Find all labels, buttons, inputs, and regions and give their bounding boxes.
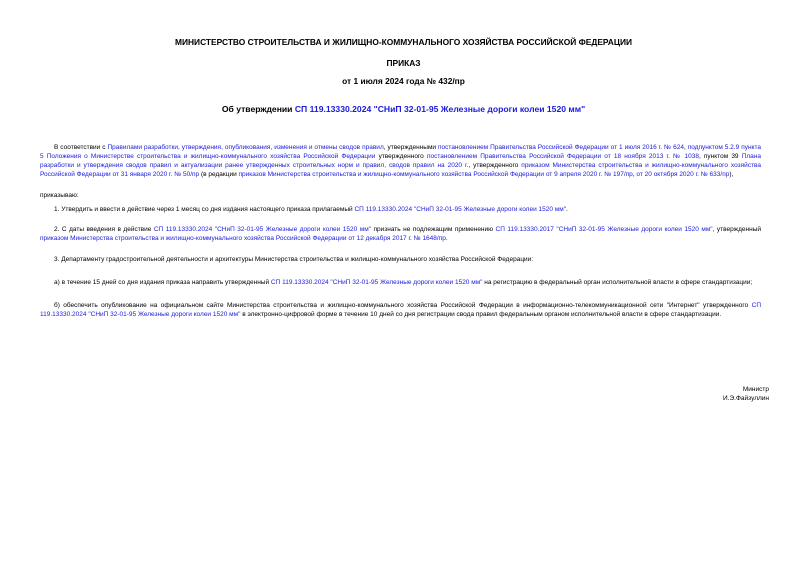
item-text: . bbox=[445, 235, 448, 243]
order-date-number: от 1 июля 2024 года № 432/пр bbox=[342, 76, 465, 86]
preamble-text: ), bbox=[729, 170, 734, 178]
rules-link[interactable]: Правилами разработки, утверждения, опубликования, изменения и отмены сводов правил bbox=[107, 144, 384, 151]
regulation-clause-link[interactable]: подпунктом 5.2.9 пункта 5 Положения о Министерстве строительства и жилищно-коммунального хозяйства Российской Федерации bbox=[40, 144, 761, 160]
resolution-624-link[interactable]: постановлением Правительства Российской Федерации от 1 июля 2016 г. № 624 bbox=[438, 144, 684, 151]
item-2 bbox=[40, 226, 761, 244]
order-1648-link[interactable]: приказом Министерства строительства и жилищно-коммунального хозяйства Российской Федерации от 12 декабря 2017 г. № 1648/пр bbox=[40, 235, 446, 243]
item-text: на регистрацию в федеральный орган исполнительной власти в сфере стандартизации; bbox=[482, 279, 753, 287]
item-3: 3. Департаменту градостроительной деятельности и архитектуры Министерства строительства и жилищно-коммунального хозяйства Российской Федерации: bbox=[54, 256, 534, 264]
signatory-role: Министр bbox=[742, 386, 769, 393]
plan-2020-link[interactable]: Плана разработки и утверждения сводов правил и актуализации ранее утвержденных строительных норм и правил, сводов правил на 2020 г. bbox=[40, 152, 761, 169]
sp-2024-link[interactable]: СП 119.13330.2024 "СНиП 32-01-95 Железные дороги колеи 1520 мм" bbox=[153, 226, 371, 234]
item-1 bbox=[40, 206, 761, 215]
item-text: б) обеспечить опубликование на официальном сайте Министерства строительства и жилищно-коммунального хозяйства Российской Федерации в информационно-телекоммуникационной сети "Интернет" утвержденного bbox=[54, 302, 752, 310]
preamble-text: , пунктом 39 bbox=[698, 152, 742, 160]
item-3b bbox=[40, 302, 761, 320]
title-standard-link[interactable]: СП 119.13330.2024 "СНиП 32-01-95 Железные дороги колеи 1520 мм" bbox=[294, 104, 586, 114]
preamble-text: В соответствии с bbox=[54, 144, 108, 151]
preamble-text: , bbox=[683, 144, 688, 151]
item-text: . bbox=[566, 205, 568, 213]
signatory-name: И.Э.Файзуллин bbox=[723, 395, 769, 402]
item-text: 2. С даты введения в действие bbox=[54, 226, 154, 234]
document-type: ПРИКАЗ bbox=[386, 58, 421, 68]
sp-2017-link[interactable]: СП 119.13330.2017 "СНиП 32-01-95 Железные дороги колеи 1520 мм" bbox=[495, 226, 713, 234]
document-body bbox=[40, 144, 761, 320]
sp-2024-link[interactable]: СП 119.13330.2024 "СНиП 32-01-95 Железные дороги колеи 1520 мм" bbox=[40, 302, 761, 318]
item-text: признать не подлежащим применению bbox=[370, 226, 496, 234]
signature-block bbox=[723, 385, 769, 403]
preamble-text: (в редакции bbox=[199, 170, 239, 178]
order-50-link[interactable]: приказом Министерства строительства и жилищно-коммунального хозяйства Российской Федерации от 31 января 2020 г. № 50/пр bbox=[40, 161, 761, 178]
preamble-text: , утвержденными bbox=[383, 144, 439, 151]
title-prefix: Об утверждении bbox=[221, 104, 295, 114]
item-text: 1. Утвердить и ввести в действие через 1 месяц со дня издания настоящего приказа прилагаемый bbox=[54, 205, 355, 213]
preamble-text: , bbox=[632, 170, 637, 178]
preamble-text: утвержденного bbox=[375, 152, 427, 160]
orders-label: приказываю: bbox=[40, 191, 79, 199]
preamble-text: , утвержденного bbox=[468, 161, 522, 169]
item-text: в электронно-цифровой форме в течение 10 дней со дня регистрации свода правил федеральным органом исполнительной власти в сфере стандартизации. bbox=[240, 310, 722, 318]
preamble-paragraph bbox=[40, 144, 761, 180]
item-text: , утвержденный bbox=[712, 226, 762, 234]
order-197-link[interactable]: приказов Министерства строительства и жилищно-коммунального хозяйства Российской Федерации от 9 апреля 2020 г. № 197/пр bbox=[238, 170, 633, 178]
resolution-1038-link[interactable]: постановлением Правительства Российской Федерации от 18 ноября 2013 г. № 1038 bbox=[426, 152, 699, 160]
ministry-heading: МИНИСТЕРСТВО СТРОИТЕЛЬСТВА И ЖИЛИЩНО-КОММУНАЛЬНОГО ХОЗЯЙСТВА РОССИЙСКОЙ ФЕДЕРАЦИИ bbox=[175, 37, 632, 47]
order-633-link[interactable]: от 20 октября 2020 г. № 633/пр bbox=[636, 170, 730, 178]
sp-2024-link[interactable]: СП 119.13330.2024 "СНиП 32-01-95 Железные дороги колеи 1520 мм" bbox=[270, 279, 483, 287]
item-3a bbox=[40, 279, 761, 288]
item-text: а) в течение 15 дней со дня издания приказа направить утвержденный bbox=[54, 279, 271, 287]
sp-2024-link[interactable]: СП 119.13330.2024 "СНиП 32-01-95 Железные дороги колеи 1520 мм" bbox=[354, 205, 567, 213]
document-title bbox=[0, 104, 807, 114]
